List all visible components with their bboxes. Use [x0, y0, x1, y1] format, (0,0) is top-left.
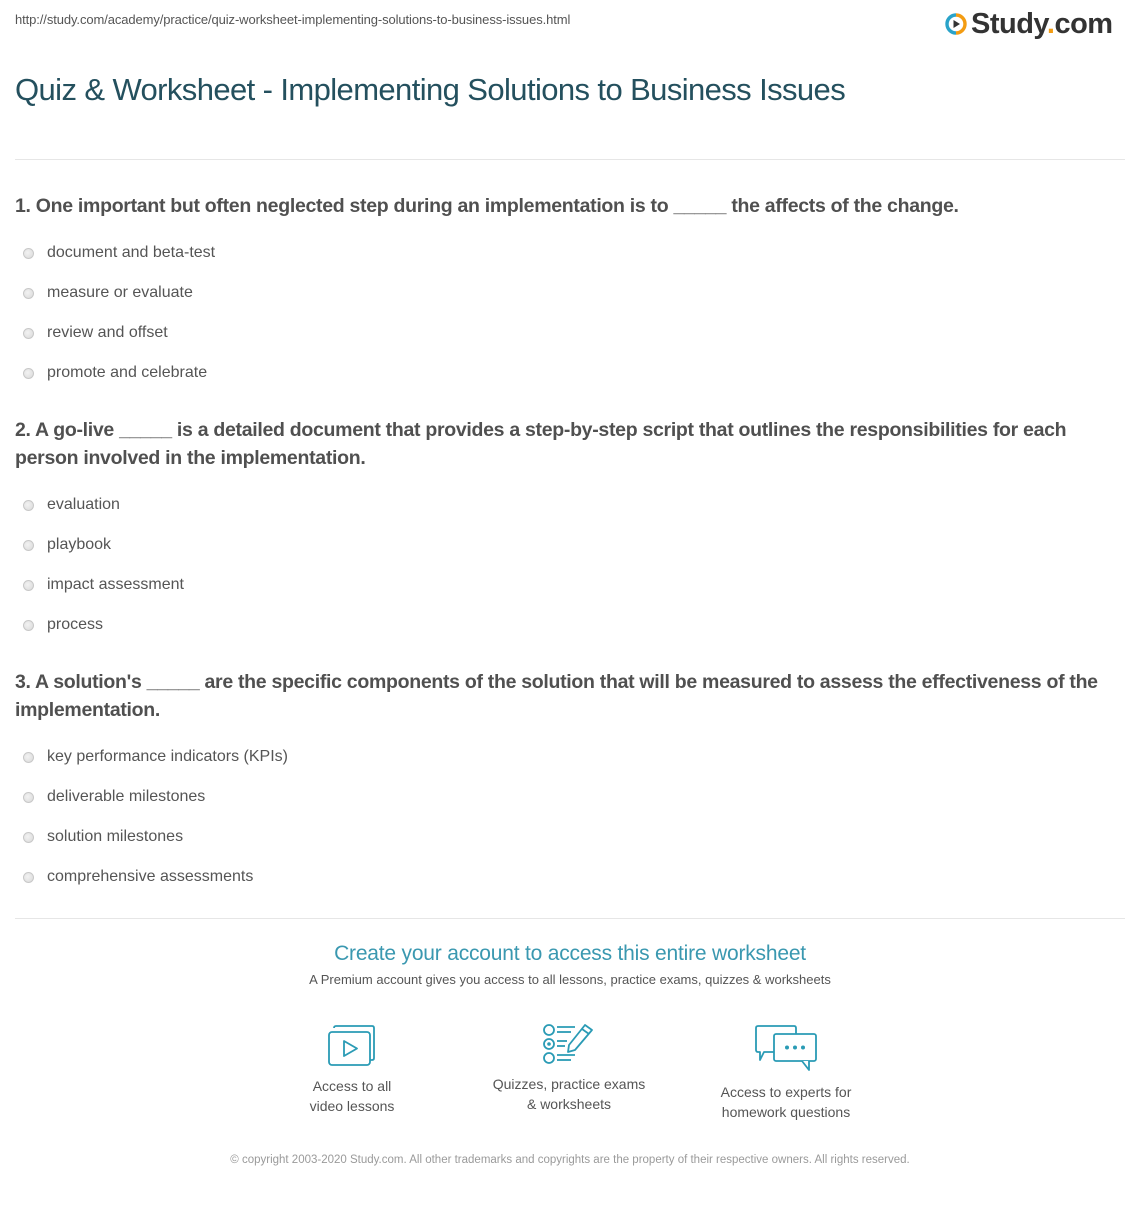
radio-button[interactable] [23, 500, 34, 511]
signup-cta [0, 942, 1140, 987]
option-label: key performance indicators (KPIs) [47, 748, 288, 765]
answer-options [15, 233, 1125, 393]
option-label: measure or evaluate [47, 284, 193, 301]
question-text: 3. A solution's _____ are the specific components of the solution that will be measured to assess the effectiveness of the implementation. [15, 671, 1098, 721]
option-label: playbook [47, 536, 112, 553]
answer-option[interactable] [15, 817, 1125, 857]
answer-option[interactable] [15, 525, 1125, 565]
option-label: document and beta-test [47, 244, 216, 261]
radio-button[interactable] [23, 620, 34, 631]
option-label: deliverable milestones [47, 788, 206, 805]
answer-options [15, 737, 1125, 897]
option-label: comprehensive assessments [47, 868, 254, 885]
feature-label: Access to experts for homework questions [720, 1084, 852, 1120]
radio-button[interactable] [23, 540, 34, 551]
radio-button[interactable] [23, 288, 34, 299]
radio-button[interactable] [23, 832, 34, 843]
radio-button[interactable] [23, 792, 34, 803]
option-label: evaluation [47, 496, 120, 513]
question-3 [15, 668, 1125, 897]
option-label: impact assessment [47, 576, 184, 593]
feature-video-lessons [252, 1022, 452, 1116]
answer-option[interactable] [15, 565, 1125, 605]
answer-option[interactable] [15, 857, 1125, 897]
answer-option[interactable] [15, 485, 1125, 525]
question-text: 2. A go-live _____ is a detailed document that provides a step-by-step script that outlines the responsibilities for each person involved in the implementation. [15, 419, 1067, 469]
feature-experts [686, 1022, 886, 1122]
copyright-footer: © copyright 2003-2020 Study.com. All other trademarks and copyrights are the property of their respective owners. All rights reserved. [230, 1154, 910, 1166]
question-1 [15, 192, 1125, 393]
cta-subtitle: A Premium account gives you access to all lessons, practice exams, quizzes & worksheets [309, 972, 831, 987]
question-text: 1. One important but often neglected step during an implementation is to _____ the affects of the change. [15, 195, 959, 217]
radio-button[interactable] [23, 872, 34, 883]
answer-option[interactable] [15, 777, 1125, 817]
questions-divider [15, 918, 1125, 919]
option-label: solution milestones [47, 828, 184, 845]
study-logo[interactable] [945, 8, 1113, 40]
radio-button[interactable] [23, 752, 34, 763]
feature-label: Quizzes, practice exams & worksheets [492, 1076, 646, 1112]
top-bar [0, 0, 1140, 60]
option-label: process [47, 616, 104, 633]
answer-options [15, 485, 1125, 645]
answer-option[interactable] [15, 273, 1125, 313]
chat-bubbles-icon [754, 1022, 818, 1074]
video-lessons-icon [326, 1022, 378, 1068]
page-url[interactable]: http://study.com/academy/practice/quiz-worksheet-implementing-solutions-to-business-issues.html [15, 12, 571, 27]
option-label: promote and celebrate [47, 364, 208, 381]
radio-button[interactable] [23, 328, 34, 339]
title-divider [15, 159, 1125, 160]
feature-quizzes [469, 1022, 669, 1114]
option-label: review and offset [47, 324, 168, 341]
radio-button[interactable] [23, 580, 34, 591]
radio-button[interactable] [23, 248, 34, 259]
feature-label: Access to all video lessons [309, 1078, 395, 1114]
answer-option[interactable] [15, 313, 1125, 353]
page-title: Quiz & Worksheet - Implementing Solutions to Business Issues [15, 72, 846, 107]
answer-option[interactable] [15, 233, 1125, 273]
quiz-checklist-icon [541, 1022, 597, 1066]
answer-option[interactable] [15, 737, 1125, 777]
play-logo-icon [945, 13, 967, 35]
question-2 [15, 416, 1125, 645]
logo-text: Study.com [971, 8, 1113, 40]
radio-button[interactable] [23, 368, 34, 379]
answer-option[interactable] [15, 605, 1125, 645]
answer-option[interactable] [15, 353, 1125, 393]
cta-title[interactable]: Create your account to access this entire worksheet [334, 942, 806, 965]
